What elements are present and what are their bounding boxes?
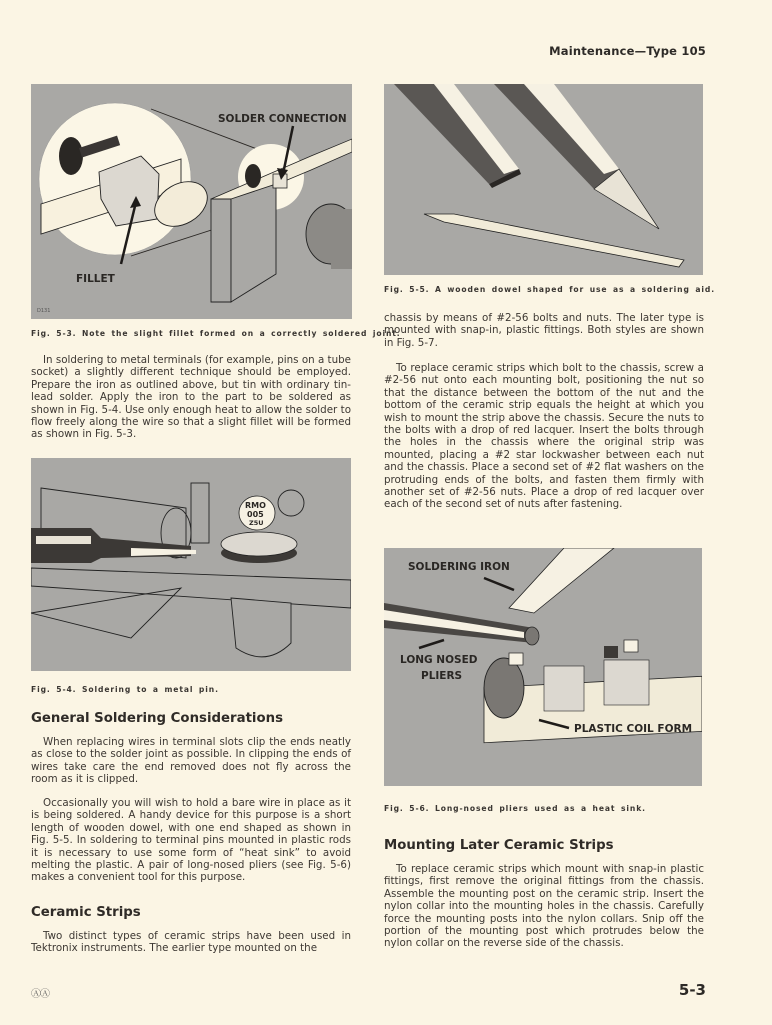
section-heading-ceramic-strips: Ceramic Strips xyxy=(31,905,141,920)
page-number: 5-3 xyxy=(678,981,706,999)
section-heading-general-soldering: General Soldering Considerations xyxy=(31,711,283,726)
section-heading-mounting-later: Mounting Later Ceramic Strips xyxy=(384,838,614,853)
label-plastic-coil-form: PLASTIC COIL FORM xyxy=(574,723,693,735)
paragraph-two-types: Two distinct types of ceramic strips have been used in Tektronix instruments. The earlier type mounted on the xyxy=(31,930,351,955)
label-soldering-iron: SOLDERING IRON xyxy=(408,561,510,573)
figure-5-5-wooden-dowel xyxy=(384,84,703,275)
figure-5-5-illustration xyxy=(384,84,703,275)
figure-caption-5-5: Fig. 5-5. A wooden dowel shaped for use as a soldering aid. xyxy=(384,285,715,294)
paragraph-clipping-wires: When replacing wires in terminal slots clip the ends neatly as close to the solder joint as possible. In clipping the ends of wires take care the end removed does not fly across the room as it is clipped. xyxy=(31,736,351,786)
figure-5-4-illustration xyxy=(31,458,351,671)
figure-5-3-illustration xyxy=(31,84,352,319)
drawing-code: D131 xyxy=(37,308,51,314)
paragraph-continuation: chassis by means of #2-56 bolts and nuts. The later type is mounted with snap-in, plastic fittings. Both styles are shown in Fig. 5-7. xyxy=(384,312,704,349)
capacitor-marking-2: 005 xyxy=(247,510,264,519)
figure-5-3-solder-joint xyxy=(31,84,352,319)
figure-caption-5-3: Fig. 5-3. Note the slight fillet formed on a correctly soldered joint. xyxy=(31,329,401,338)
publisher-mark: ⒶⒶ xyxy=(31,989,49,1000)
figure-5-4-metal-pin xyxy=(31,458,351,671)
label-pliers: PLIERS xyxy=(421,670,463,682)
label-long-nosed: LONG NOSED xyxy=(400,654,478,666)
running-header: Maintenance—Type 105 xyxy=(549,44,706,58)
paragraph-wooden-dowel: Occasionally you will wish to hold a bare wire in place as it is being soldered. A handy device for this purpose is a short length of wooden dowel, with one end shaped as shown in Fig. 5-5. In soldering to terminal pins mounted in plastic rods it is necessary to use some form of “heat sink” to avoid melting the plastic. A pair of long-nosed pliers (see Fig. 5-6) makes a convenient tool for this purpose. xyxy=(31,797,351,884)
figure-5-6-heat-sink xyxy=(384,548,702,786)
paragraph-replace-bolted-strips: To replace ceramic strips which bolt to the chassis, screw a #2-56 nut onto each mounting bolt, positioning the nut so that the distance between the bottom of the nut and the bottom of the ceramic strip equals the height at which you wish to mount the strip above the chassis. Secure the nuts to the bolts with a drop of red lacquer. Insert the bolts through the holes in the chassis where the original strip was mounted, placing a #2 star lockwasher between each nut and the chassis. Place a second set of #2 flat washers on the protruding ends of the bolts, and fasten them firmly with another set of #2-56 nuts. Place a drop of red lacquer over each of the second set of nuts after fastening. xyxy=(384,362,704,511)
capacitor-marking-1: RMO xyxy=(245,501,266,510)
paragraph-snap-in-fittings: To replace ceramic strips which mount with snap-in plastic fittings, first remove the original fittings from the chassis. Assemble the mounting post on the ceramic strip. Insert the nylon collar into the mounting holes in the chassis. Carefully force the mounting posts into the nylon collars. Snip off the portion of the mounting post which protrudes below the nylon collar on the reverse side of the chassis. xyxy=(384,863,704,950)
figure-caption-5-4: Fig. 5-4. Soldering to a metal pin. xyxy=(31,685,219,694)
label-fillet: FILLET xyxy=(76,273,115,285)
label-solder-connection: SOLDER CONNECTION xyxy=(218,113,347,125)
paragraph-metal-terminals: In soldering to metal terminals (for example, pins on a tube socket) a slightly different technique should be employed. Prepare the iron as outlined above, but tin with ordinary tin-lead solder. Apply the iron to the part to be soldered as shown in Fig. 5-4. Use only enough heat to allow the solder to flow freely along the wire so that a slight fillet will be formed as shown in Fig. 5-3. xyxy=(31,354,351,441)
figure-5-6-illustration xyxy=(384,548,702,786)
figure-caption-5-6: Fig. 5-6. Long-nosed pliers used as a heat sink. xyxy=(384,804,646,813)
capacitor-marking-3: Z5U xyxy=(249,519,264,527)
